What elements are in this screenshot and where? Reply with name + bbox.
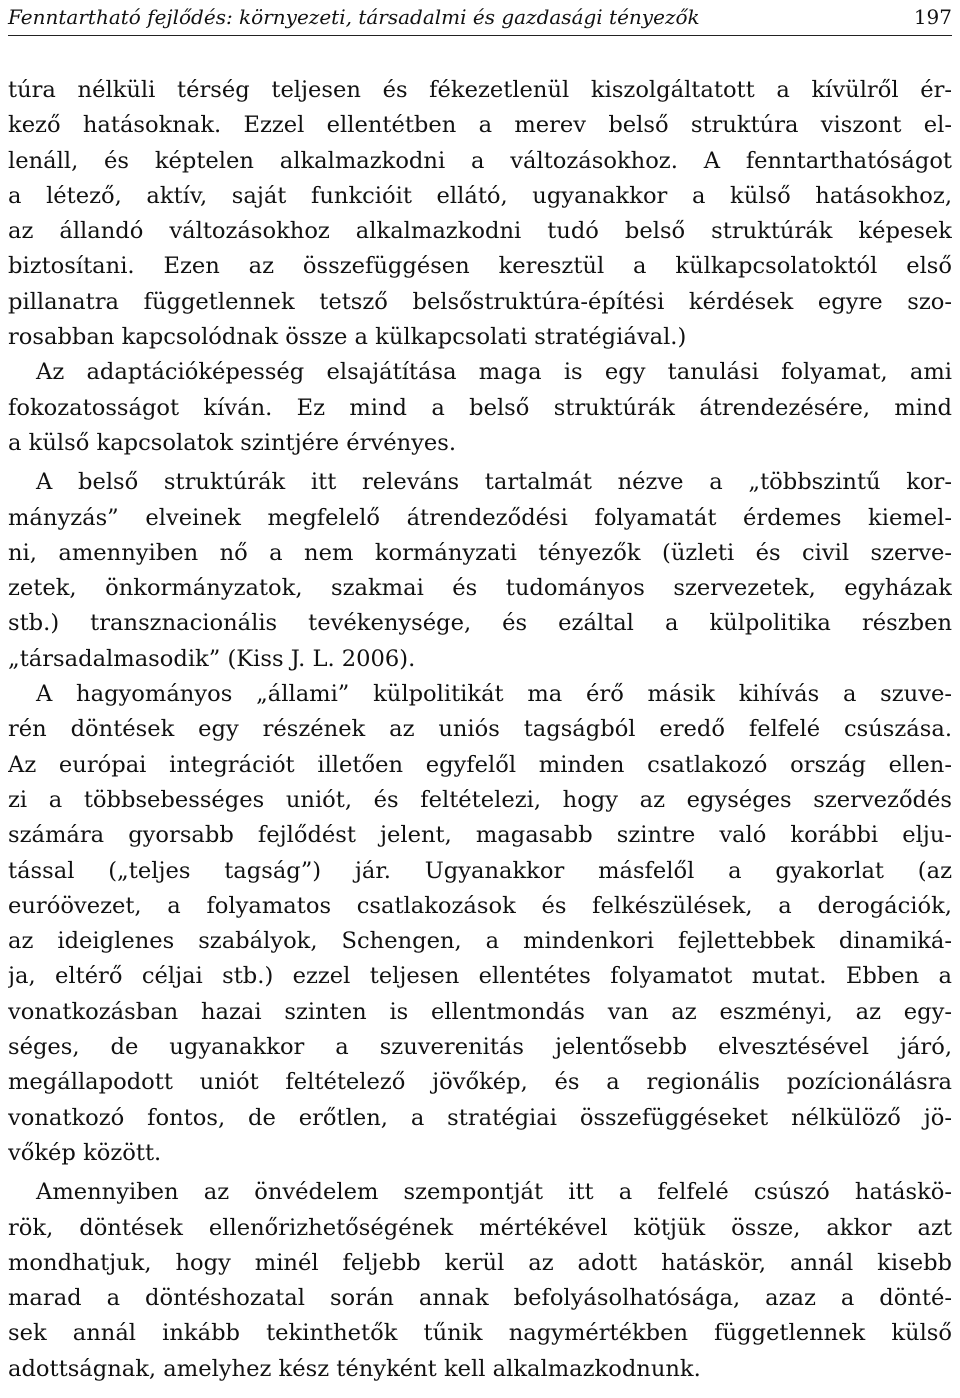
text-line: a létező, aktív, saját funkcióit ellátó, ugyanakkor a külső hatásokhoz, <box>8 182 952 209</box>
text-line: kező hatásoknak. Ezzel ellentétben a merev belső struktúra viszont el- <box>8 112 952 139</box>
text-line: megállapodott uniót feltételező jövőkép, és a regionális pozícionálásra <box>8 1069 952 1096</box>
text-line: zetek, önkormányzatok, szakmai és tudományos szervezetek, egyházak <box>8 575 952 602</box>
text-line: mányzás” elveinek megfelelő átrendeződési folyamatát érdemes kiemel- <box>8 504 952 531</box>
text-line: adottságnak, amelyhez kész tényként kell alkalmazkodnunk. <box>8 1355 701 1382</box>
text-line: A hagyományos „állami” külpolitikát ma érő másik kihívás a szuve- <box>36 681 952 708</box>
text-line: rosabban kapcsolódnak össze a külkapcsolati stratégiával.) <box>8 324 687 351</box>
paragraph-3 <box>8 465 952 677</box>
text-line: a külső kapcsolatok szintjére érvényes. <box>8 429 457 456</box>
text-line: stb.) transznacionális tevékenysége, és ezáltal a külpolitika részben <box>8 610 952 637</box>
paragraph-4 <box>8 677 952 1171</box>
paragraph-5 <box>8 1175 952 1387</box>
text-line: számára gyorsabb fejlődést jelent, magasabb szintre való korábbi elju- <box>8 822 952 849</box>
header-title: Fenntartható fejlődés: környezeti, társadalmi és gazdasági tényezők <box>8 5 700 29</box>
text-line: pillanatra függetlennek tetsző belsőstruktúra-építési kérdések egyre szo- <box>8 288 952 315</box>
text-line: euróövezet, a folyamatos csatlakozások és felkészülések, a derogációk, <box>8 892 952 919</box>
text-line: biztosítani. Ezen az összefüggésen keresztül a külkapcsolatoktól első <box>8 253 952 280</box>
text-line: rén döntések egy részének az uniós tagságból eredő felfelé csúszása. <box>8 716 952 743</box>
text-line: marad a döntéshozatal során annak befolyásolhatósága, azaz a dönté- <box>8 1285 952 1312</box>
paragraph-2 <box>8 355 952 461</box>
page-number: 197 <box>913 5 952 29</box>
text-line: Az adaptációképesség elsajátítása maga is egy tanulási folyamat, ami <box>36 359 952 386</box>
text-line: az állandó változásokhoz alkalmazkodni tudó belső struktúrák képesek <box>8 218 952 245</box>
body-text <box>8 73 952 1387</box>
text-line: tással („teljes tagság”) jár. Ugyanakkor másfelől a gyakorlat (az <box>8 857 952 884</box>
text-line: fokozatosságot kíván. Ez mind a belső struktúrák átrendezésére, mind <box>8 394 952 421</box>
text-line: sek annál inkább tekinthetők tűnik nagymértékben függetlennek külső <box>8 1320 952 1347</box>
paragraph-1 <box>8 73 952 355</box>
text-line: ja, eltérő céljai stb.) ezzel teljesen ellentétes folyamatot mutat. Ebben a <box>8 963 952 990</box>
text-line: az ideiglenes szabályok, Schengen, a mindenkori fejlettebbek dinamiká- <box>8 928 952 955</box>
text-line: vőkép között. <box>8 1139 162 1166</box>
text-line: A belső struktúrák itt releváns tartalmát nézve a „többszintű kor- <box>36 469 952 496</box>
text-line: zi a többsebességes uniót, és feltételezi, hogy az egységes szerveződés <box>8 786 952 813</box>
text-line: Amennyiben az önvédelem szempontját itt a felfelé csúszó hatáskö- <box>36 1179 952 1206</box>
running-header <box>8 2 952 32</box>
text-line: vonatkozásban hazai szinten is ellentmondás van az eszményi, az egy- <box>8 998 952 1025</box>
text-line: séges, de ugyanakkor a szuverenitás jelentősebb elvesztésével járó, <box>8 1034 952 1061</box>
text-line: rök, döntések ellenőrizhetőségének mértékével kötjük össze, akkor azt <box>8 1214 952 1241</box>
text-line: mondhatjuk, hogy minél feljebb kerül az adott hatáskör, annál kisebb <box>8 1249 952 1276</box>
header-divider <box>8 35 952 36</box>
text-line: „társadalmasodik” (Kiss J. L. 2006). <box>8 645 416 672</box>
text-line: lenáll, és képtelen alkalmazkodni a változásokhoz. A fenntarthatóságot <box>8 147 952 174</box>
text-line: ni, amennyiben nő a nem kormányzati tényezők (üzleti és civil szerve- <box>8 539 952 566</box>
text-line: Az európai integrációt illetően egyfelől minden csatlakozó ország ellen- <box>8 751 952 778</box>
text-line: vonatkozó fontos, de erőtlen, a stratégiai összefüggéseket nélkülöző jö- <box>8 1104 952 1131</box>
text-line: túra nélküli térség teljesen és fékezetlenül kiszolgáltatott a kívülről ér- <box>8 77 952 103</box>
